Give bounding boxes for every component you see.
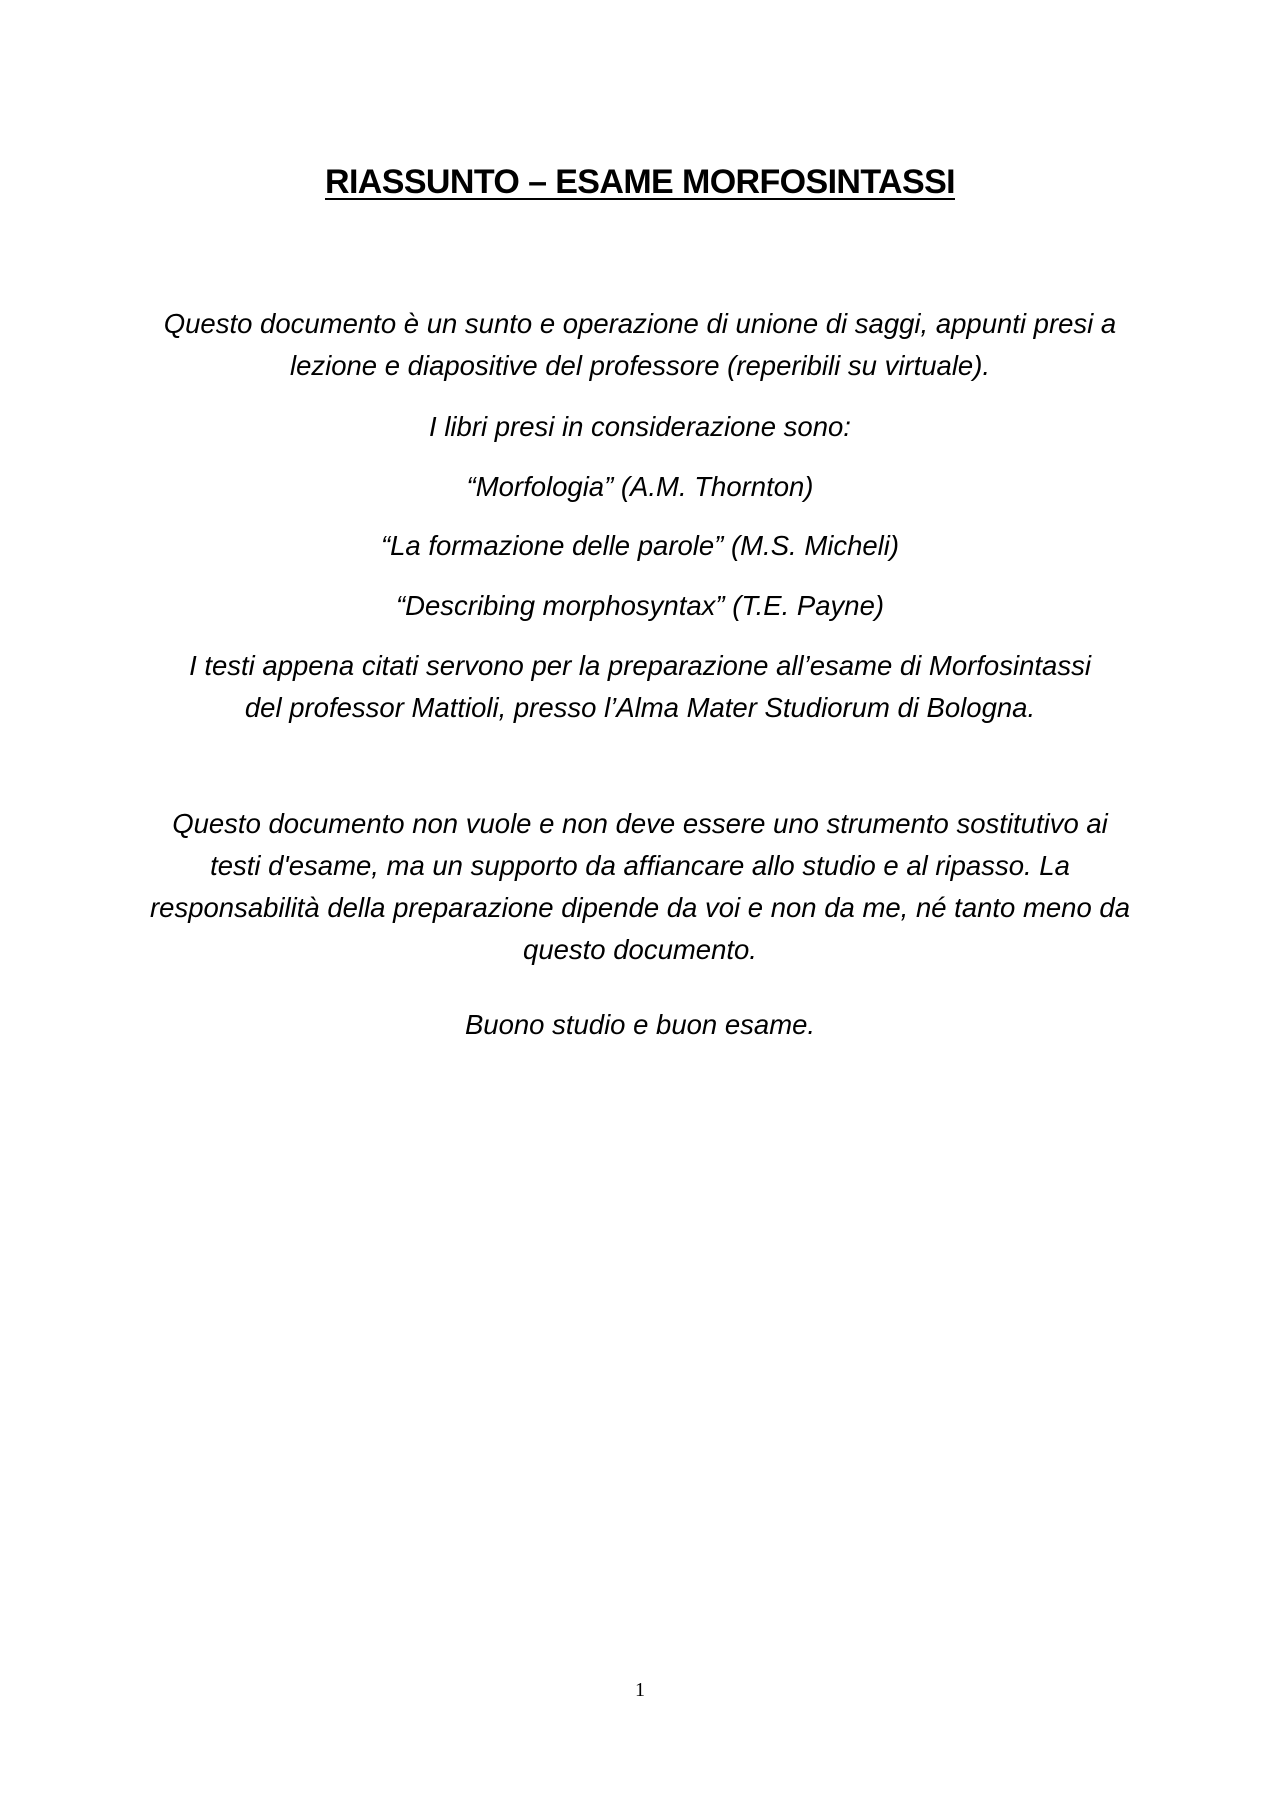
book-item: “Describing morphosyntax” (T.E. Payne) [395,590,885,621]
disclaimer-paragraph: Questo documento non vuole e non deve essere uno strumento sostitutivo ai testi d'esame, ma un supporto da affiancare allo studio e al ripasso. La responsabilità della preparazione dipende da voi e non da me, né tanto meno da questo documento. [150,808,1130,965]
document-title-text: RIASSUNTO – ESAME MORFOSINTASSI [325,163,955,201]
closing-line: Buono studio e buon esame. [464,1009,816,1040]
intro-paragraph: Questo documento è un sunto e operazione di unione di saggi, appunti presi a lezione e diapositive del professore (reperibili su virtuale). [163,308,1117,381]
purpose-paragraph: I testi appena citati servono per la preparazione all’esame di Morfosintassi del professor Mattioli, presso l’Alma Mater Studiorum di Bologna. [189,650,1091,723]
document-title [0,162,1280,202]
books-heading: I libri presi in considerazione sono: [429,411,851,442]
book-item: “Morfologia” (A.M. Thornton) [466,471,814,502]
book-item: “La formazione delle parole” (M.S. Micheli) [380,530,900,561]
page-number: 1 [635,1679,645,1701]
